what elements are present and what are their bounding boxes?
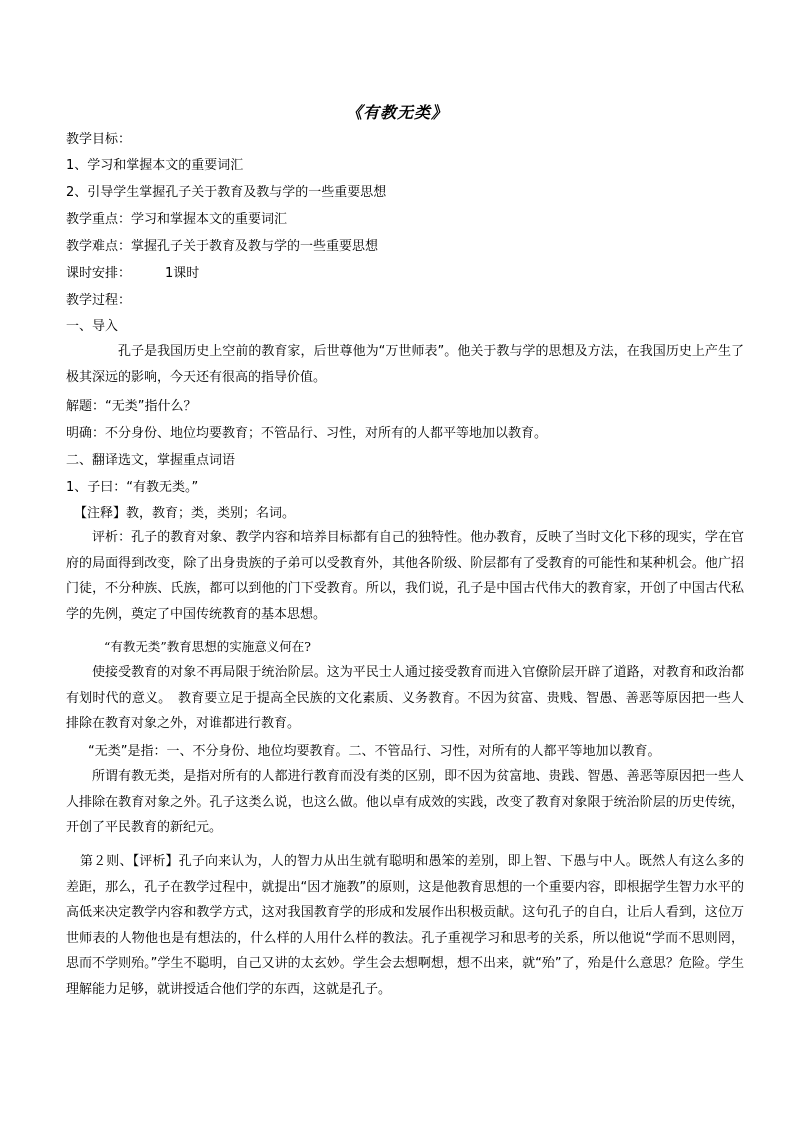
quote-1: 1、子曰：“有教无类。” — [66, 480, 199, 495]
significance-question: “有教无类”教育思想的实施意义何在? — [104, 639, 311, 654]
process-heading: 教学过程： — [66, 293, 132, 308]
answer: 明确：不分身份、地位均要教育；不管品行、习性，对所有的人都平等地加以教育。 — [66, 426, 548, 441]
schedule-value: 1课时 — [165, 266, 200, 281]
question: 解题：“无类”指什么？ — [66, 399, 197, 414]
significance-paragraph: 使接受教育的对象不再局限于统治阶层。这为平民士人通过接受教育而进入官僚阶层开辟了道路，对教育和政治都有划时代的意义。 教育要立足于提高全民族的文化素质、义务教育。不因为贫富、贵贱、智愚、善恶等原因把一些人排除在教育对象之外，对谁都进行教育。 — [66, 665, 744, 731]
document-title: 《有教无类》 — [345, 103, 448, 122]
objective-1: 1、学习和掌握本文的重要词汇 — [66, 158, 244, 173]
schedule-label: 课时安排： — [66, 266, 132, 281]
second-paragraph: 第２则、【评析】孔子向来认为，人的智力从出生就有聪明和愚笨的差别，即上智、下愚与中人。既然人有这么多的差距，那么，孔子在教学过程中，就提出“因才施教”的原则，这是他教育思想的一个重要内容，即根据学生智力水平的高低来决定教学内容和教学方式，这对我国教育学的形成和发展作出积极贡献。这句孔子的自白，让后人看到，这位万世师表的人物他也是有想法的，什么样的人用什么样的教法。孔子重视学习和思考的关系，所以他说“学而不思则罔，思而不学则殆。”学生不聪明，自己又讲的太玄妙。学生会去想啊想，想不出来，就“殆”了，殆是什么意思？危险。学生理解能力足够，就讲授适合他们学的东西，这就是孔子。 — [66, 854, 744, 997]
objectives-heading: 教学目标： — [66, 132, 132, 147]
key-point: 教学重点：学习和掌握本文的重要词汇 — [66, 212, 288, 227]
section-1-heading: 一、导入 — [66, 319, 119, 334]
intro-paragraph: 孔子是我国历史上空前的教育家，后世尊他为“万世师表”。他关于教与学的思想及方法，在我国历史上产生了极其深远的影响，今天还有很高的指导价值。 — [66, 344, 744, 385]
meaning-paragraph: 所谓有教无类，是指对所有的人都进行教育而没有类的区别，即不因为贫富地、贵践、智愚、善恶等原因把一些人人排除在教育对象之外。孔子这类么说，也这么做。他以卓有成效的实践，改变了教育对象限于统治阶层的历史传统，开创了平民教育的新纪元。 — [66, 769, 744, 835]
annotation: 【注释】教，教育；类，类别；名词。 — [74, 506, 296, 521]
section-2-heading: 二、翻译选文，掌握重点词语 — [66, 453, 236, 468]
objective-2: 2、引导学生掌握孔子关于教育及教与学的一些重要思想 — [66, 185, 387, 200]
difficulty: 教学难点：掌握孔子关于教育及教与学的一些重要思想 — [66, 239, 379, 254]
schedule — [66, 265, 199, 283]
commentary-paragraph: 评析：孔子的教育对象、教学内容和培养目标都有自己的独特性。他办教育，反映了当时文化下移的现实，学在官府的局面得到改变，除了出身贵族的子弟可以受教育外，其他各阶级、阶层都有了受教育的可能性和某种机会。他广招门徒，不分种族、氏族，都可以到他的门下受教育。所以，我们说，孔子是中国古代伟大的教育家，开创了中国古代私学的先例，奠定了中国传统教育的基本思想。 — [66, 530, 744, 622]
wulei-definition: “无类”是指：一、不分身份、地位均要教育。二、不管品行、习性，对所有的人都平等地加以教育。 — [88, 744, 661, 759]
